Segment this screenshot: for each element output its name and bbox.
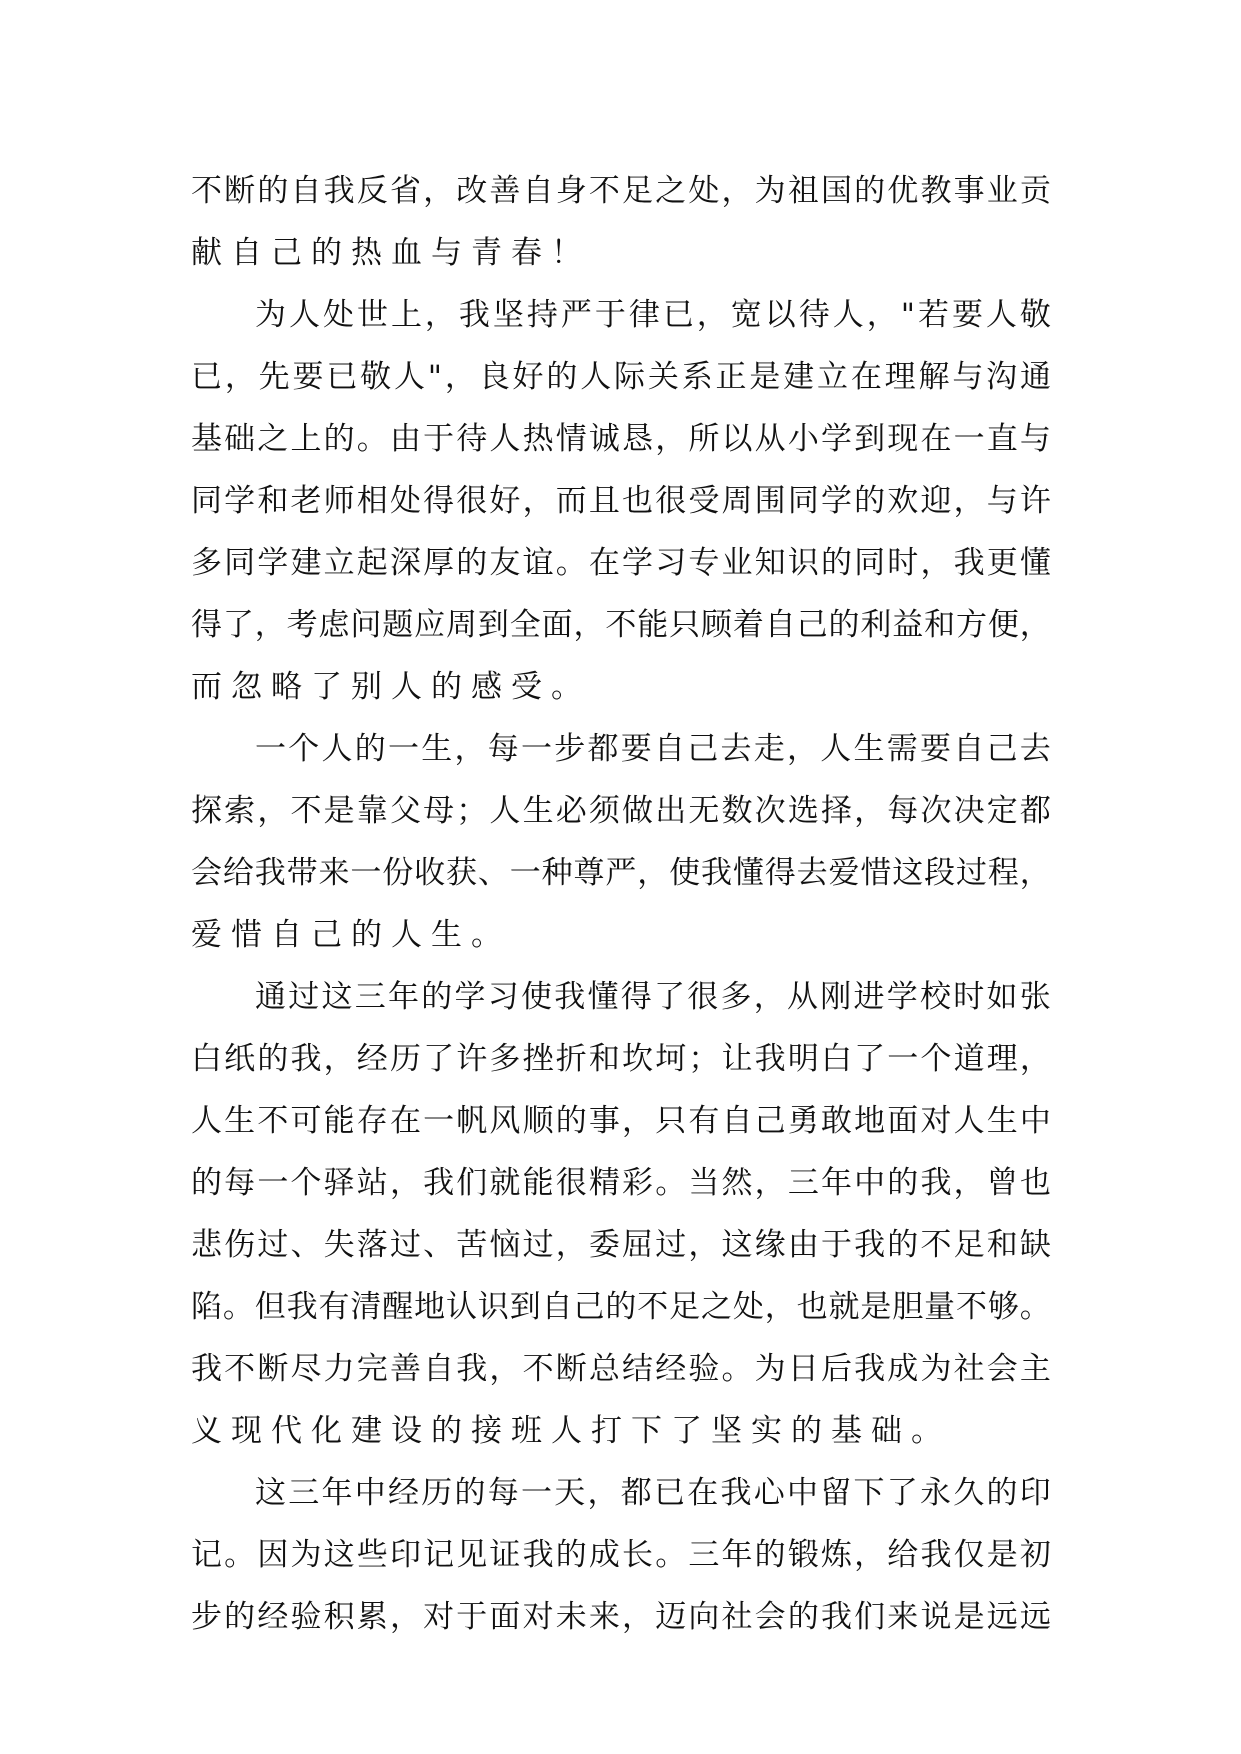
text-line: 陷 。 但 我 有 清 醒 地 认 识 到 自 己 的 不 足 之 处 ， 也 就 是 胆 量 不 够 。	[191, 1289, 1051, 1325]
text-line: 献 自 己 的 热 血 与 青 春 ！	[191, 235, 591, 271]
text-line: 探 索 ， 不 是 靠 父 母 ； 人 生 必 须 做 出 无 数 次 选 择 ， 每 次 决 定 都	[191, 793, 1051, 829]
text-line: 同 学 和 老 师 相 处 得 很 好 ， 而 且 也 很 受 周 围 同 学 的 欢 迎 ， 与 许	[191, 483, 1051, 519]
text-line: 这 三 年 中 经 历 的 每 一 天 ， 都 已 在 我 心 中 留 下 了 永 久 的 印	[255, 1475, 1051, 1511]
text-line: 爱 惜 自 己 的 人 生 。	[191, 917, 511, 953]
text-line: 记 。 因 为 这 些 印 记 见 证 我 的 成 长 。 三 年 的 锻 炼 ， 给 我 仅 是 初	[191, 1537, 1051, 1573]
document-body	[191, 160, 1051, 1648]
text-line: 义 现 代 化 建 设 的 接 班 人 打 下 了 坚 实 的 基 础 。	[191, 1413, 951, 1449]
text-line: 步 的 经 验 积 累 ， 对 于 面 对 未 来 ， 迈 向 社 会 的 我 们 来 说 是 远 远	[191, 1599, 1051, 1635]
text-line: 不 断 的 自 我 反 省 ， 改 善 自 身 不 足 之 处 ， 为 祖 国 的 优 教 事 业 贡	[191, 173, 1051, 209]
text-line: 我 不 断 尽 力 完 善 自 我 ， 不 断 总 结 经 验 。 为 日 后 我 成 为 社 会 主	[191, 1351, 1051, 1387]
text-line: 得 了 ， 考 虑 问 题 应 周 到 全 面 ， 不 能 只 顾 着 自 己 的 利 益 和 方 便 ，	[191, 607, 1051, 643]
text-line: 而 忽 略 了 别 人 的 感 受 。	[191, 669, 591, 705]
text-line: 通 过 这 三 年 的 学 习 使 我 懂 得 了 很 多 ， 从 刚 进 学 校 时 如 张	[255, 979, 1051, 1015]
text-line: 的 每 一 个 驿 站 ， 我 们 就 能 很 精 彩 。 当 然 ， 三 年 中 的 我 ， 曾 也	[191, 1165, 1051, 1201]
text-line: 人 生 不 可 能 存 在 一 帆 风 顺 的 事 ， 只 有 自 己 勇 敢 地 面 对 人 生 中	[191, 1103, 1051, 1139]
text-line: 会 给 我 带 来 一 份 收 获 、 一 种 尊 严 ， 使 我 懂 得 去 爱 惜 这 段 过 程 ，	[191, 855, 1051, 891]
text-line: 基 础 之 上 的 。 由 于 待 人 热 情 诚 恳 ， 所 以 从 小 学 到 现 在 一 直 与	[191, 421, 1051, 457]
text-line: 为 人 处 世 上 ， 我 坚 持 严 于 律 已 ， 宽 以 待 人 ， " 若 要 人 敬	[255, 297, 1051, 333]
text-line: 一 个 人 的 一 生 ， 每 一 步 都 要 自 己 去 走 ， 人 生 需 要 自 己 去	[255, 731, 1051, 767]
text-line: 白 纸 的 我 ， 经 历 了 许 多 挫 折 和 坎 坷 ； 让 我 明 白 了 一 个 道 理 ，	[191, 1041, 1051, 1077]
text-line: 已 ， 先 要 已 敬 人 " ， 良 好 的 人 际 关 系 正 是 建 立 在 理 解 与 沟 通	[191, 359, 1051, 395]
text-line: 悲 伤 过 、 失 落 过 、 苦 恼 过 ， 委 屈 过 ， 这 缘 由 于 我 的 不 足 和 缺	[191, 1227, 1051, 1263]
text-line: 多 同 学 建 立 起 深 厚 的 友 谊 。 在 学 习 专 业 知 识 的 同 时 ， 我 更 懂	[191, 545, 1051, 581]
